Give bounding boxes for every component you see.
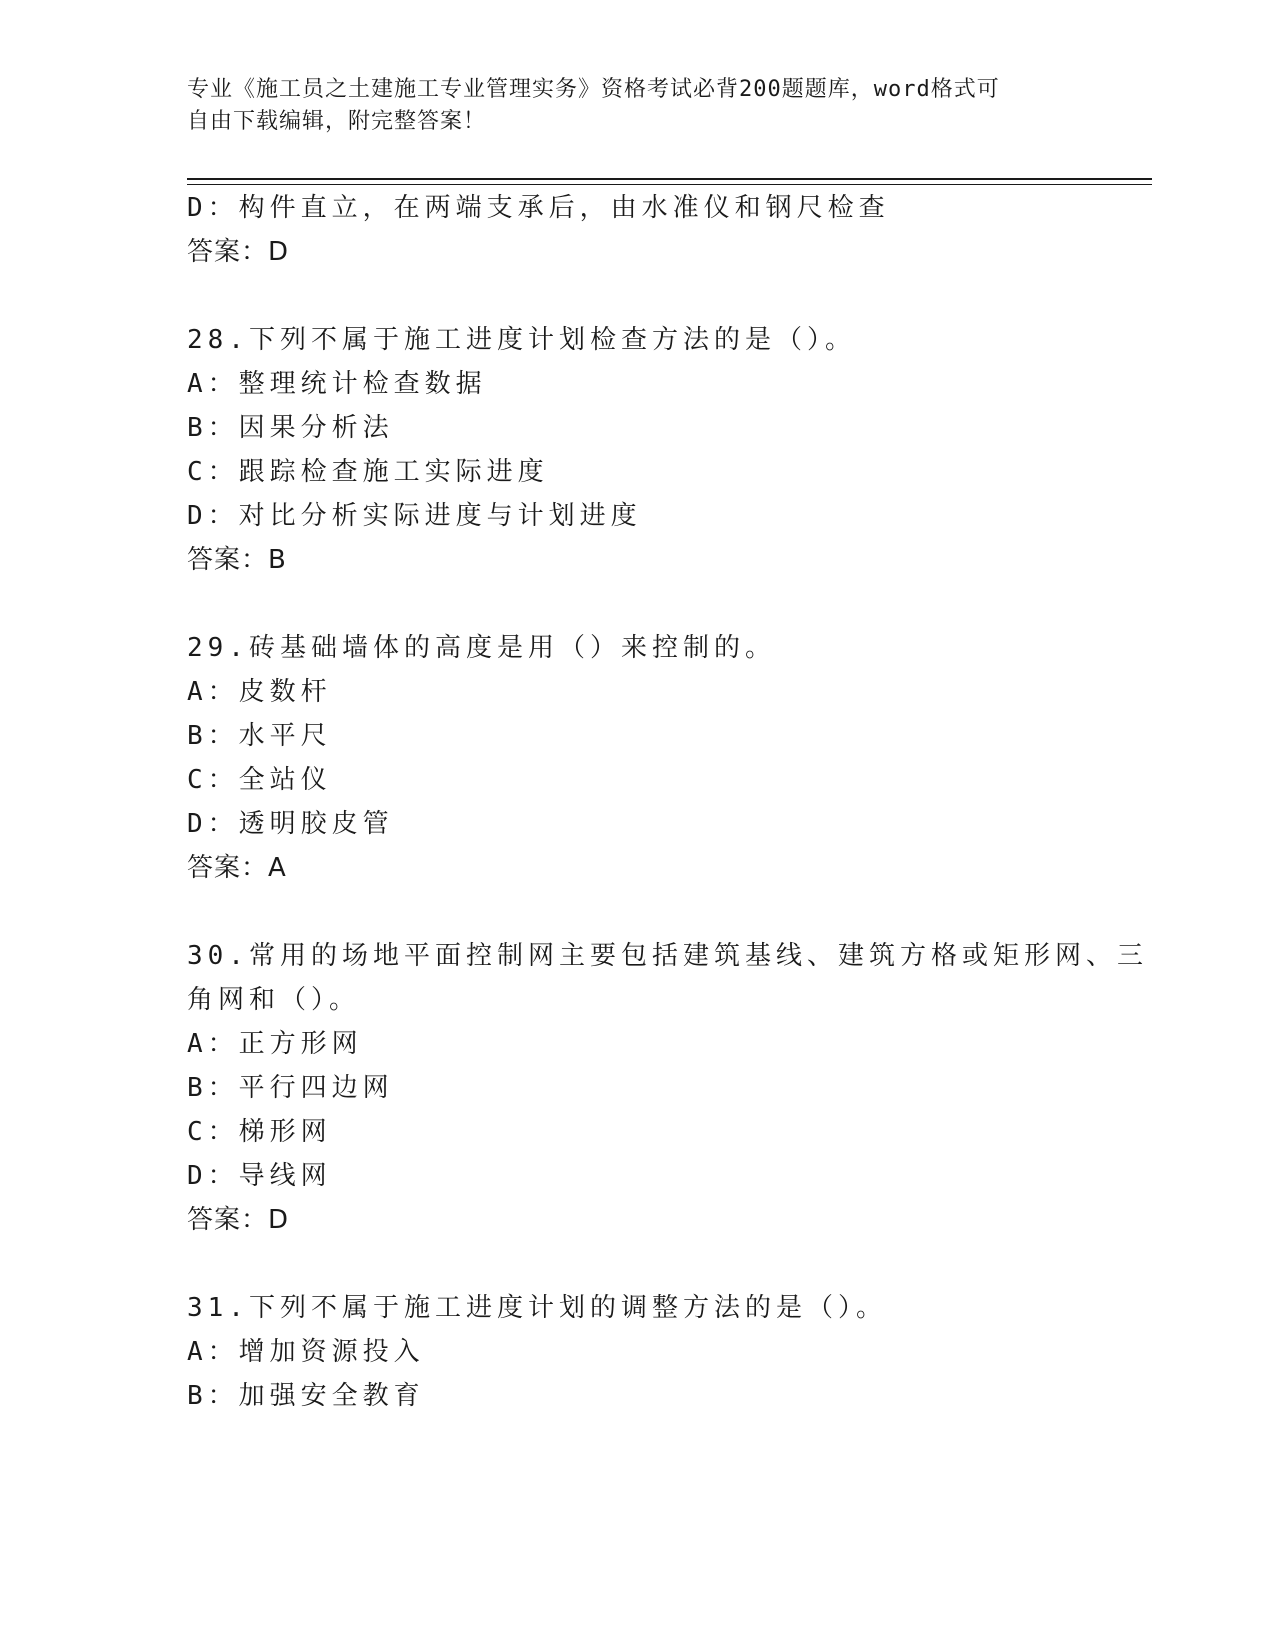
q30-option-d: D：导线网 (187, 1161, 332, 1191)
header-divider-thick (187, 178, 1152, 180)
q29-option-c: C：全站仪 (187, 765, 332, 795)
q28-answer: 答案：B (187, 545, 287, 575)
q30-option-b: B：平行四边网 (187, 1073, 394, 1103)
header-line-1: 专业《施工员之土建施工专业管理实务》资格考试必背200题题库，word格式可 (187, 77, 1000, 102)
q31-option-b: B：加强安全教育 (187, 1381, 425, 1411)
prev-answer: 答案：D (187, 237, 290, 267)
q31-stem: 31.下列不属于施工进度计划的调整方法的是（）。 (187, 1293, 887, 1323)
q28-option-d: D：对比分析实际进度与计划进度 (187, 501, 642, 531)
q30-answer: 答案：D (187, 1205, 290, 1235)
q30-option-c: C：梯形网 (187, 1117, 332, 1147)
header-line-2: 自由下载编辑，附完整答案！ (187, 109, 487, 134)
q30-stem-line-2: 角网和（）。 (187, 985, 361, 1015)
q31-option-a: A：增加资源投入 (187, 1337, 425, 1367)
q29-option-a: A：皮数杆 (187, 677, 332, 707)
prev-option-d: D：构件直立，在两端支承后，由水准仪和钢尺检查 (187, 193, 890, 223)
q28-option-a: A：整理统计检查数据 (187, 369, 487, 399)
q30-option-a: A：正方形网 (187, 1029, 363, 1059)
q29-answer: 答案：A (187, 853, 287, 883)
q28-option-b: B：因果分析法 (187, 413, 394, 443)
q28-option-c: C：跟踪检查施工实际进度 (187, 457, 549, 487)
q29-option-d: D：透明胶皮管 (187, 809, 394, 839)
q28-stem: 28.下列不属于施工进度计划检查方法的是（）。 (187, 325, 856, 355)
header-divider-thin (187, 184, 1152, 185)
q30-stem-line-1: 30.常用的场地平面控制网主要包括建筑基线、建筑方格或矩形网、三 (187, 941, 1148, 971)
q29-stem: 29.砖基础墙体的高度是用（）来控制的。 (187, 633, 776, 663)
document-header (187, 74, 1067, 138)
q29-option-b: B：水平尺 (187, 721, 332, 751)
